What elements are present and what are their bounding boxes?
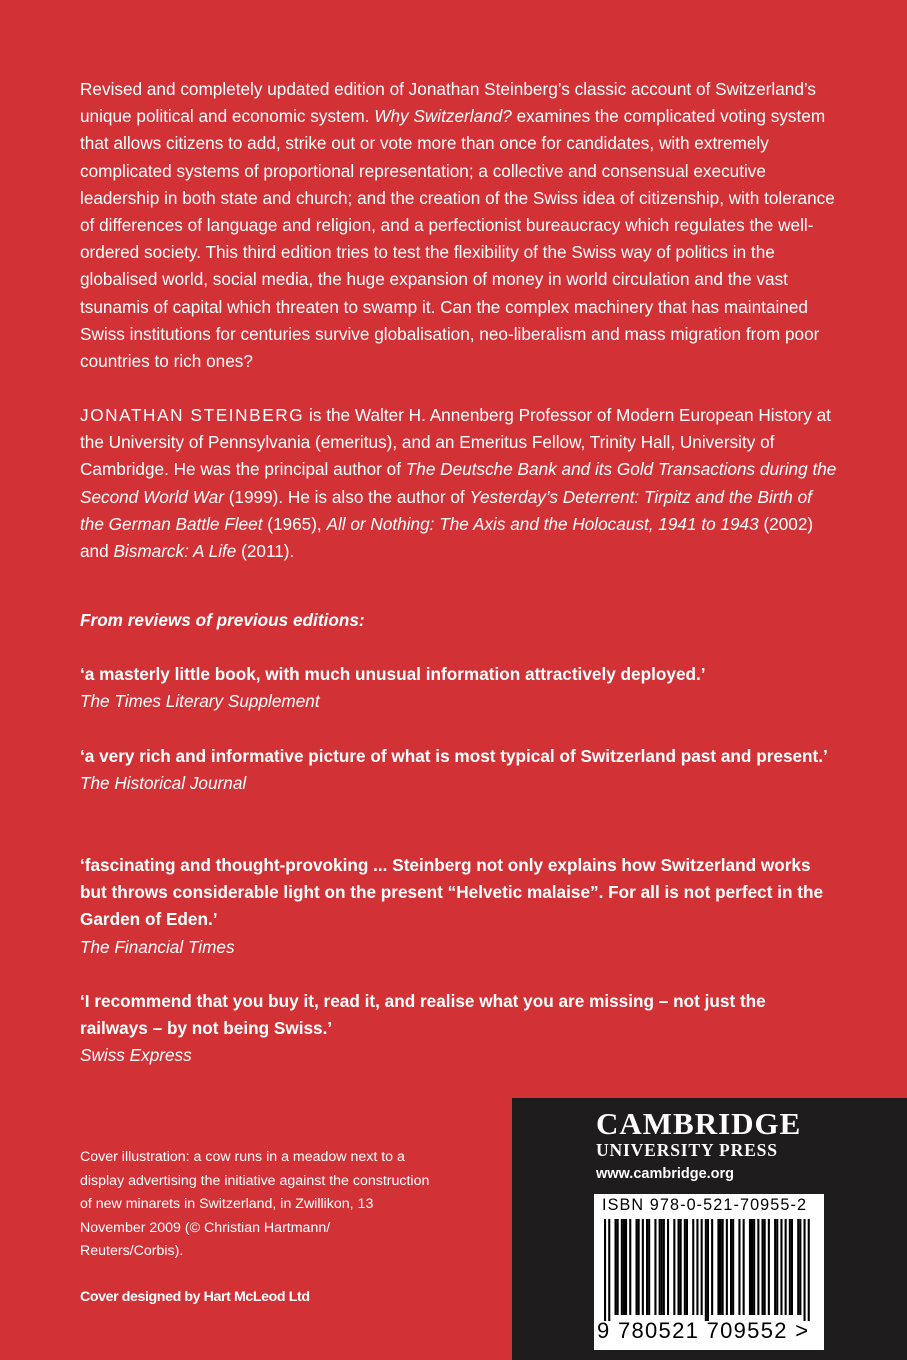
blurb-paragraph: Revised and completely updated edition of Jonathan Steinberg’s classic account of Switzerland’s unique political and economic system. Why Switzerland? examines the complicated voting system that allows citizens to add, strike out or vote more than once for candidates, with extremely complicated systems of proportional representation; a collective and consensual executive leadership in both state and church; and the creation of the Swiss idea of citizenship, with tolerance of differences of language and religion, and a perfectionist bureaucracy which regulates the well-ordered society. This third edition tries to test the flexibility of the Swiss way of politics in the globalised world, social media, the huge expansion of money in world circulation and the vast tsunamis of capital which threaten to swamp it. Can the complex machinery that has maintained Swiss institutions for centuries survive globalisation, neo-liberalism and mass migration from poor countries to rich ones? xyxy=(80,79,835,372)
reviews-heading: From reviews of previous editions: xyxy=(80,610,365,630)
barcode-bar xyxy=(753,1219,755,1315)
publisher-panel xyxy=(512,1098,907,1360)
publisher-name: CAMBRIDGE xyxy=(596,1106,802,1141)
review-source: Swiss Express xyxy=(80,1045,192,1066)
author-name: JONATHAN STEINBERG xyxy=(80,405,305,425)
barcode-bar xyxy=(730,1219,732,1315)
review-quote: ‘a masterly little book, with much unusual information attractively deployed.’ xyxy=(80,664,706,684)
barcode-bar xyxy=(707,1219,709,1321)
barcode-bar xyxy=(717,1219,719,1315)
barcode-bar xyxy=(663,1219,665,1315)
barcode-bar xyxy=(661,1219,663,1315)
barcode-bar xyxy=(625,1219,627,1315)
barcode-bar xyxy=(638,1219,640,1315)
review-quote: ‘I recommend that you buy it, read it, and realise what you are missing – not just the railways – by not being Swiss.’ xyxy=(80,991,766,1039)
book-title: Bismarck: A Life xyxy=(113,541,237,562)
barcode-bar xyxy=(623,1219,625,1315)
review-quote: ‘fascinating and thought-provoking ... Steinberg not only explains how Switzerland works but throws considerable light on the present “Helvetic malaise”. For all is not perfect in the Garden of Eden.’ xyxy=(80,855,824,930)
barcode-bar xyxy=(768,1219,770,1315)
book-title: Yesterday’s Deterrent: Tirpitz and the Birth of the German Battle Fleet xyxy=(80,486,812,534)
barcode-bar xyxy=(604,1219,606,1321)
barcode-bar xyxy=(743,1219,745,1315)
barcode-bar xyxy=(705,1219,707,1321)
barcode-icon xyxy=(604,1219,814,1321)
barcode-bar xyxy=(673,1219,675,1315)
review-quote: ‘a very rich and informative picture of what is most typical of Switzerland past and present.’ xyxy=(80,746,828,766)
review-item xyxy=(80,988,830,1069)
ean-digits: 9 780521 709552 > xyxy=(597,1318,810,1343)
barcode-bar xyxy=(749,1219,751,1315)
barcode-bar xyxy=(751,1219,753,1315)
barcode-bar xyxy=(680,1219,682,1315)
book-title: The Deutsche Bank and its Gold Transactions during the Second World War xyxy=(80,459,837,507)
isbn-label: ISBN 978-0-521-70955-2 xyxy=(602,1196,808,1214)
barcode-bar xyxy=(720,1219,722,1315)
barcode-bar xyxy=(692,1219,694,1315)
barcode-bar xyxy=(648,1219,650,1315)
barcode-bar xyxy=(629,1219,631,1315)
review-item xyxy=(80,661,830,715)
publisher-url: www.cambridge.org xyxy=(596,1166,735,1182)
barcode-bar xyxy=(774,1219,776,1315)
barcode-bar xyxy=(654,1219,656,1315)
review-source: The Historical Journal xyxy=(80,773,247,794)
cover-designer-credit: Cover designed by Hart McLeod Ltd xyxy=(80,1289,310,1305)
barcode-bar xyxy=(659,1219,661,1315)
review-item xyxy=(80,743,830,797)
barcode-bar xyxy=(762,1219,764,1315)
barcode-bar xyxy=(722,1219,724,1315)
barcode-bar xyxy=(738,1219,740,1315)
barcode-bar xyxy=(757,1219,759,1315)
barcode-bar xyxy=(617,1219,619,1315)
barcode-bar xyxy=(726,1219,728,1315)
author-bio: JONATHAN STEINBERG is the Walter H. Annenberg Professor of Modern European History at the University of Pennsylvania (emeritus), and an Emeritus Fellow, Trinity Hall, University of Cambridge. He was the principal author of The Deutsche Bank and its Gold Transactions during the Second World War (1999). He is also the author of Yesterday’s Deterrent: Tirpitz and the Birth of the German Battle Fleet (1965), All or Nothing: The Axis and the Holocaust, 1941 to 1943 (2002) and Bismarck: A Life (2011). xyxy=(80,405,837,562)
barcode-bar xyxy=(642,1219,644,1315)
barcode-bar xyxy=(711,1219,713,1315)
barcode-bar xyxy=(799,1219,801,1315)
review-source: The Times Literary Supplement xyxy=(80,691,320,712)
review-item xyxy=(80,852,830,961)
barcode-bar xyxy=(764,1219,766,1315)
barcode-bar xyxy=(804,1219,806,1321)
barcode-bar xyxy=(621,1219,623,1315)
barcode-bar xyxy=(608,1219,610,1321)
barcode-bar xyxy=(701,1219,703,1315)
barcode-bar xyxy=(615,1219,617,1315)
barcode-bar xyxy=(808,1219,810,1321)
barcode-bar xyxy=(776,1219,778,1315)
barcode-bar xyxy=(684,1219,686,1315)
review-source: The Financial Times xyxy=(80,936,235,957)
barcode-bar xyxy=(667,1219,669,1315)
barcode-bar xyxy=(686,1219,688,1315)
publisher-press: UNIVERSITY PRESS xyxy=(596,1140,778,1160)
barcode-bar xyxy=(791,1219,793,1315)
cover-illustration-credit: Cover illustration: a cow runs in a meadow next to a display advertising the initiative against the construction of new minarets in Switzerland, in Zwillikon, 13 November 2009 (© Christian Hartmann/ Reuters/Corbis). xyxy=(80,1149,430,1260)
book-title: Why Switzerland? xyxy=(374,106,512,127)
barcode-bar xyxy=(732,1219,734,1315)
barcode-box xyxy=(594,1194,824,1350)
book-title: All or Nothing: The Axis and the Holocaust, 1941 to 1943 xyxy=(326,513,759,534)
barcode-bar xyxy=(797,1219,799,1315)
barcode-bar xyxy=(789,1219,791,1315)
barcode-bar xyxy=(696,1219,698,1315)
barcode-bar xyxy=(678,1219,680,1315)
barcode-bar xyxy=(780,1219,782,1315)
barcode-bar xyxy=(785,1219,787,1315)
barcode-bar xyxy=(636,1219,638,1315)
barcode-bar xyxy=(646,1219,648,1315)
